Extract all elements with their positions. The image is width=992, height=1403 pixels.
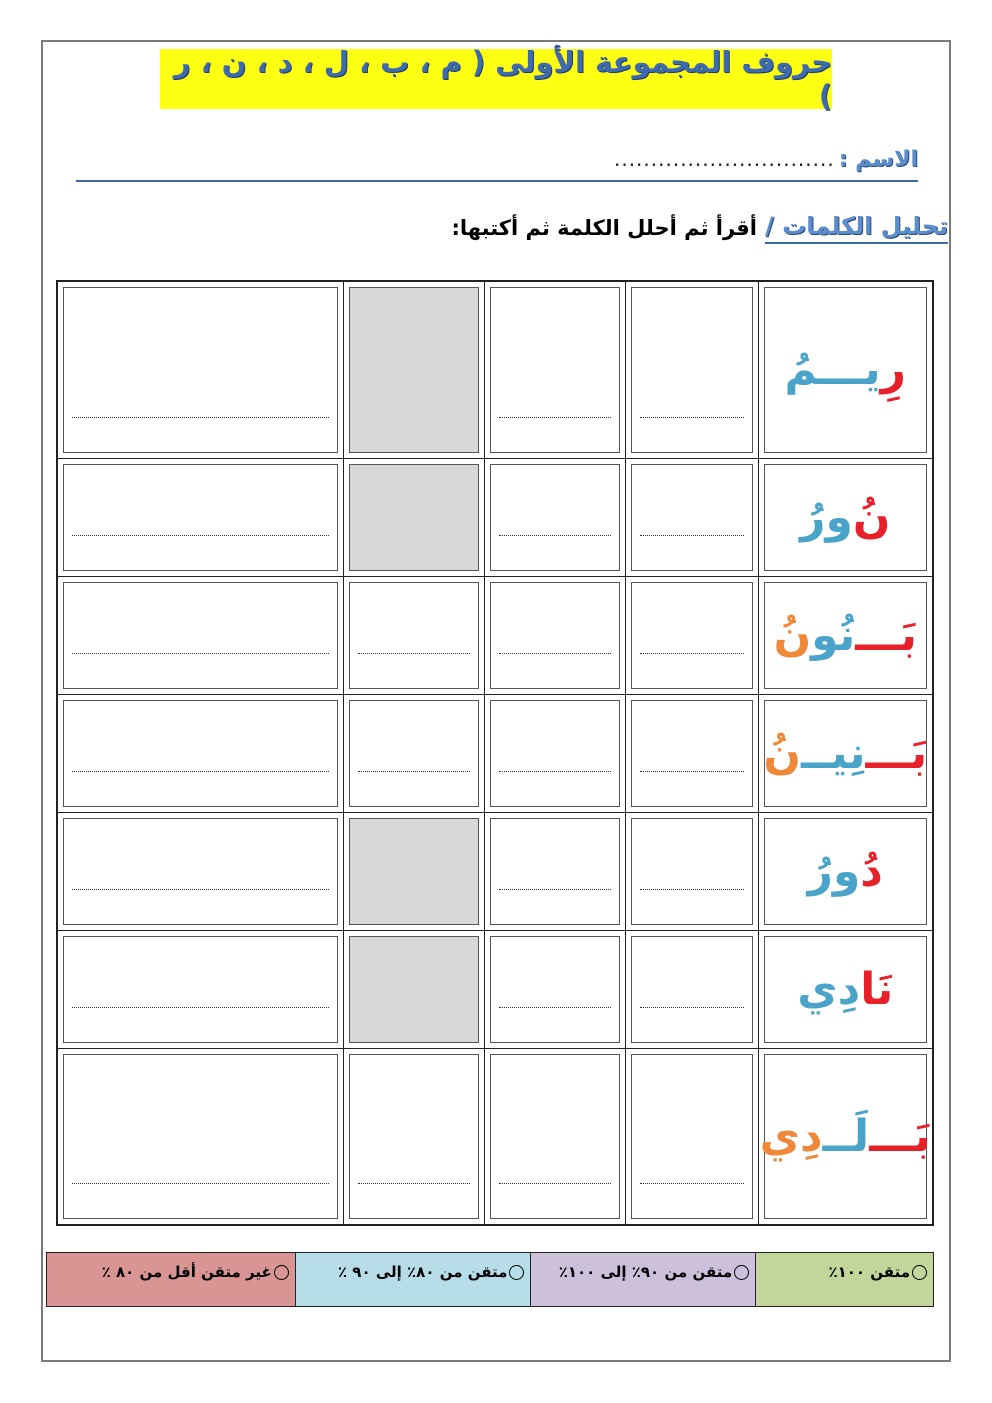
write-letter-cell[interactable] — [625, 576, 758, 694]
legend-label: متقن من ٩٠٪ إلى ١٠٠٪ — [558, 1263, 733, 1281]
dotted-writing-line — [72, 1183, 329, 1184]
write-letter-cell[interactable] — [484, 576, 625, 694]
analysis-table — [56, 280, 934, 1226]
dotted-writing-line — [72, 535, 329, 536]
write-letter-cell[interactable] — [625, 1048, 758, 1225]
write-letter-cell[interactable] — [625, 930, 758, 1048]
dotted-writing-line — [358, 653, 470, 654]
word-segment: رِ — [880, 344, 906, 396]
dotted-writing-line — [640, 889, 744, 890]
cell-frame — [63, 582, 338, 689]
dotted-writing-line — [499, 1007, 611, 1008]
write-word-cell[interactable] — [57, 930, 343, 1048]
cell-frame — [631, 287, 753, 453]
name-field[interactable] — [76, 138, 918, 182]
dotted-writing-line — [72, 889, 329, 890]
instruction-text: أقرأ ثم أحلل الكلمة ثم أكتبها: — [451, 216, 757, 240]
word-segment: بَـــ — [855, 609, 917, 661]
write-letter-cell[interactable] — [625, 458, 758, 576]
name-label: الاسم : — [838, 146, 918, 172]
write-letter-cell[interactable] — [484, 930, 625, 1048]
cell-frame — [349, 464, 479, 571]
cell-frame — [63, 287, 338, 453]
dotted-writing-line — [499, 1183, 611, 1184]
write-word-cell[interactable] — [57, 1048, 343, 1225]
cell-frame — [490, 818, 620, 925]
dotted-writing-line — [640, 535, 744, 536]
dotted-writing-line — [72, 417, 329, 418]
word-cell — [758, 458, 933, 576]
table-row — [57, 576, 933, 694]
write-letter-cell[interactable] — [625, 694, 758, 812]
write-word-cell[interactable] — [57, 812, 343, 930]
cell-frame — [349, 287, 479, 453]
cell-frame — [631, 700, 753, 807]
dotted-writing-line — [499, 889, 611, 890]
cell-frame — [490, 1054, 620, 1220]
word-segment: نَا — [860, 963, 894, 1015]
legend-item[interactable] — [295, 1253, 531, 1307]
analysis-word — [759, 1049, 933, 1225]
word-segment: بَـــ — [865, 727, 928, 779]
word-cell — [758, 576, 933, 694]
radio-circle-icon[interactable] — [912, 1265, 927, 1280]
dotted-writing-line — [640, 1183, 744, 1184]
radio-circle-icon[interactable] — [509, 1265, 524, 1280]
analysis-word — [759, 459, 933, 576]
shaded-cell — [343, 812, 484, 930]
cell-frame — [349, 936, 479, 1043]
shaded-cell — [343, 930, 484, 1048]
word-segment: نِيــ — [800, 727, 866, 779]
dotted-writing-line — [72, 771, 329, 772]
instruction — [451, 212, 948, 244]
write-letter-cell[interactable] — [484, 1048, 625, 1225]
write-letter-cell[interactable] — [484, 458, 625, 576]
write-word-cell[interactable] — [57, 576, 343, 694]
word-segment: نُو — [811, 609, 856, 661]
analysis-word — [759, 577, 933, 694]
cell-frame — [490, 582, 620, 689]
dotted-writing-line — [640, 417, 744, 418]
word-segment: ورُ — [800, 491, 853, 543]
radio-circle-icon[interactable] — [734, 1265, 749, 1280]
dotted-writing-line — [499, 535, 611, 536]
cell-frame — [349, 818, 479, 925]
worksheet-title: حروف المجموعة الأولى ( م ، ب ، ل ، د ، ن ، ر ) — [160, 49, 832, 109]
legend-item[interactable] — [47, 1253, 296, 1307]
word-cell — [758, 694, 933, 812]
analysis-word — [759, 931, 933, 1048]
dotted-writing-line — [640, 653, 744, 654]
cell-frame — [490, 464, 620, 571]
word-cell — [758, 1048, 933, 1225]
cell-frame — [490, 936, 620, 1043]
analysis-word — [759, 282, 933, 458]
legend-item[interactable] — [756, 1253, 934, 1307]
cell-frame — [631, 818, 753, 925]
radio-circle-icon[interactable] — [274, 1265, 289, 1280]
word-segment: نُ — [763, 727, 801, 779]
word-segment: دِي — [759, 1110, 823, 1162]
cell-frame — [490, 287, 620, 453]
dotted-writing-line — [499, 771, 611, 772]
table-row — [57, 694, 933, 812]
word-segment: لَــ — [822, 1110, 870, 1162]
analysis-word — [759, 695, 933, 812]
cell-frame — [631, 936, 753, 1043]
dotted-writing-line — [499, 653, 611, 654]
instruction-title: تحليل الكلمات / — [765, 212, 948, 244]
word-segment: نُ — [852, 491, 891, 543]
dotted-writing-line — [72, 1007, 329, 1008]
write-word-cell[interactable] — [57, 281, 343, 458]
table-row — [57, 812, 933, 930]
shaded-cell — [343, 458, 484, 576]
cell-frame — [631, 1054, 753, 1220]
word-cell — [758, 930, 933, 1048]
dotted-writing-line — [640, 771, 744, 772]
word-cell — [758, 281, 933, 458]
cell-frame — [631, 464, 753, 571]
dotted-writing-line — [358, 1183, 470, 1184]
shaded-cell — [343, 281, 484, 458]
word-segment: يـــمُ — [784, 344, 881, 396]
dotted-writing-line — [358, 771, 470, 772]
legend-label: متقن من ٨٠٪ إلى ٩٠ ٪ — [337, 1263, 508, 1281]
dotted-writing-line — [72, 653, 329, 654]
name-dots: .............................. — [613, 147, 835, 171]
write-letter-cell[interactable] — [484, 812, 625, 930]
write-letter-cell[interactable] — [343, 694, 484, 812]
cell-frame — [490, 700, 620, 807]
table-row — [57, 458, 933, 576]
legend-label: متقن ١٠٠٪ — [828, 1263, 910, 1281]
word-segment: ورُ — [807, 845, 861, 897]
write-letter-cell[interactable] — [625, 812, 758, 930]
word-segment: نُ — [773, 609, 812, 661]
cell-frame — [63, 464, 338, 571]
write-word-cell[interactable] — [57, 458, 343, 576]
dotted-writing-line — [640, 1007, 744, 1008]
mastery-legend — [46, 1252, 934, 1307]
dotted-writing-line — [499, 417, 611, 418]
cell-frame — [63, 936, 338, 1043]
write-letter-cell[interactable] — [343, 1048, 484, 1225]
cell-frame — [63, 700, 338, 807]
word-segment: دِي — [797, 963, 861, 1015]
write-letter-cell[interactable] — [484, 694, 625, 812]
table-row — [57, 1048, 933, 1225]
word-cell — [758, 812, 933, 930]
write-word-cell[interactable] — [57, 694, 343, 812]
write-letter-cell[interactable] — [484, 281, 625, 458]
cell-frame — [63, 1054, 338, 1220]
cell-frame — [63, 818, 338, 925]
word-segment: بَـــ — [869, 1110, 931, 1162]
table-row — [57, 930, 933, 1048]
legend-label: غير متقن أقل من ٨٠ ٪ — [101, 1263, 272, 1281]
table-row — [57, 281, 933, 458]
cell-frame — [631, 582, 753, 689]
cell-frame — [349, 700, 479, 807]
analysis-word — [759, 813, 933, 930]
legend-item[interactable] — [531, 1253, 756, 1307]
word-segment: دُ — [860, 845, 883, 897]
cell-frame — [349, 582, 479, 689]
write-letter-cell[interactable] — [625, 281, 758, 458]
cell-frame — [349, 1054, 479, 1220]
write-letter-cell[interactable] — [343, 576, 484, 694]
